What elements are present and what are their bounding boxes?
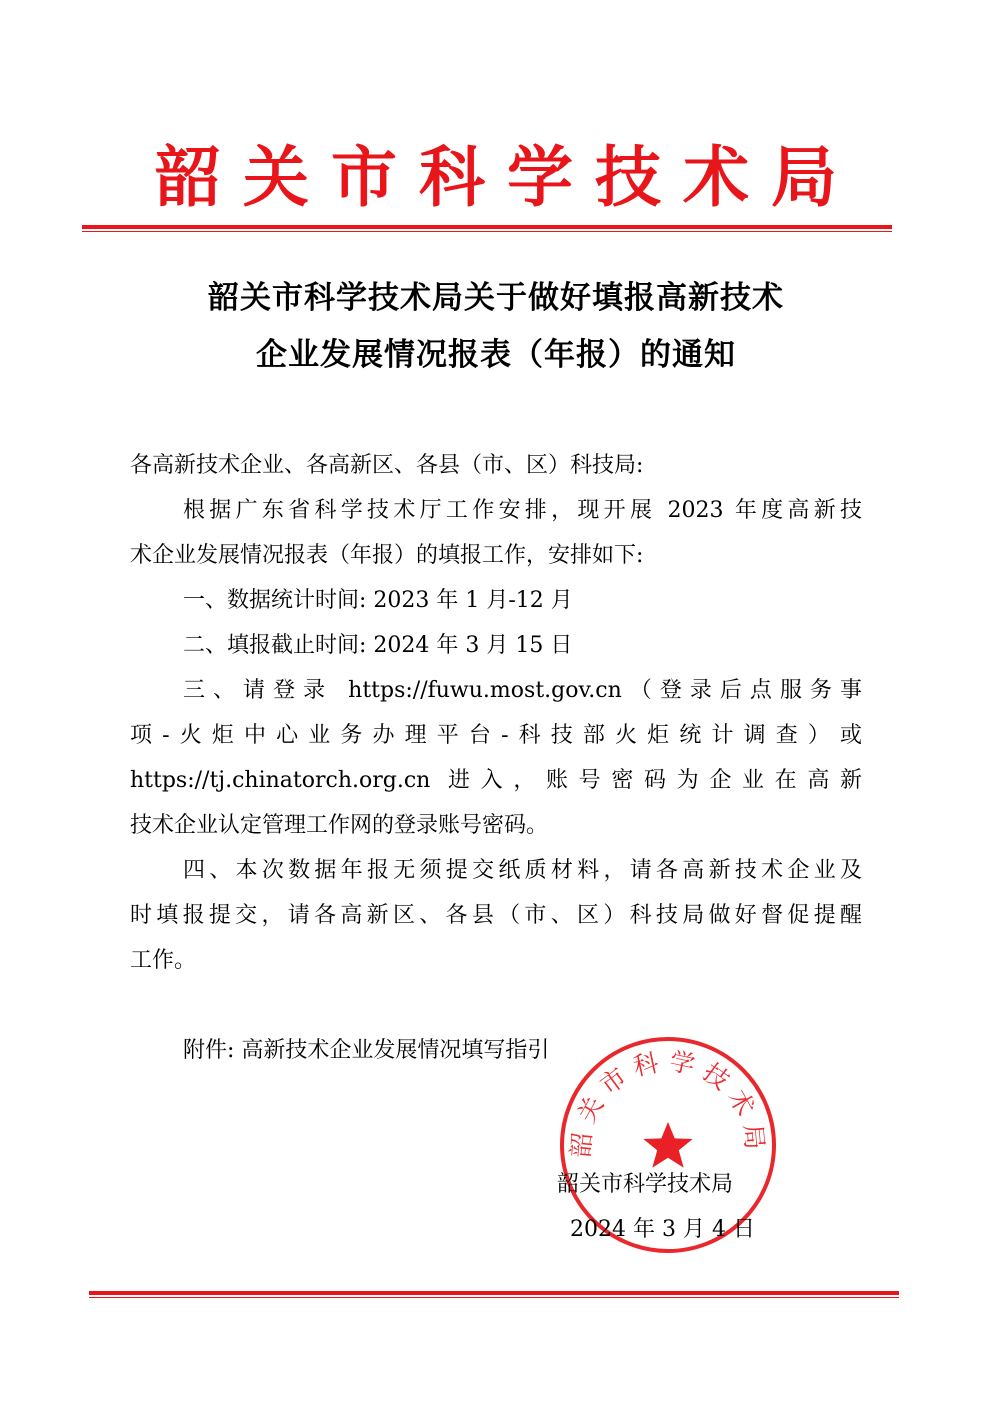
letterhead-org-name: 韶关市科学技术局	[155, 139, 859, 216]
seal-star-icon	[643, 1122, 692, 1168]
salutation: 各高新技术企业、各高新区、各县（市、区）科技局:	[130, 453, 644, 478]
intro-line-1: 根据广东省科学技术厅工作安排，现开展 2023 年度高新技	[183, 498, 862, 523]
intro-line-2: 术企业发展情况报表（年报）的填报工作，安排如下:	[130, 543, 644, 568]
document-title-line-1: 韶关市科学技术局关于做好填报高新技术	[208, 280, 784, 316]
signature-org: 韶关市科学技术局	[557, 1172, 734, 1197]
item-4-line-3: 工作。	[130, 948, 197, 973]
svg-text:韶关市科学技术局: 韶关市科学技术局	[565, 1046, 771, 1159]
item-4-line-2: 时填报提交，请各高新区、各县（市、区）科技局做好督促提醒	[130, 903, 862, 928]
item-1-statistics-period: 一、数据统计时间: 2023 年 1 月-12 月	[183, 588, 573, 613]
signature-date: 2024 年 3 月 4 日	[570, 1217, 755, 1242]
letterhead-rule-thin	[82, 231, 892, 232]
item-3-line-4: 技术企业认定管理工作网的登录账号密码。	[130, 813, 549, 838]
item-3-line-1: 三、请登录 https://fuwu.most.gov.cn（登录后点服务事	[183, 678, 862, 703]
item-2-deadline: 二、填报截止时间: 2024 年 3 月 15 日	[183, 633, 573, 658]
footer-rule-thick	[89, 1291, 899, 1295]
item-4-line-1: 四、本次数据年报无须提交纸质材料，请各高新技术企业及	[183, 858, 862, 883]
item-3-line-2: 项-火炬中心业务办理平台-科技部火炬统计调查）或	[130, 723, 862, 748]
document-title-line-2: 企业发展情况报表（年报）的通知	[256, 337, 736, 373]
footer-rule-thin	[89, 1297, 899, 1298]
item-3-line-3: https://tj.chinatorch.org.cn 进入，账号密码为企业在高新	[130, 768, 862, 793]
letterhead-rule-thick	[82, 225, 892, 229]
attachment-line: 附件: 高新技术企业发展情况填写指引	[183, 1038, 550, 1063]
